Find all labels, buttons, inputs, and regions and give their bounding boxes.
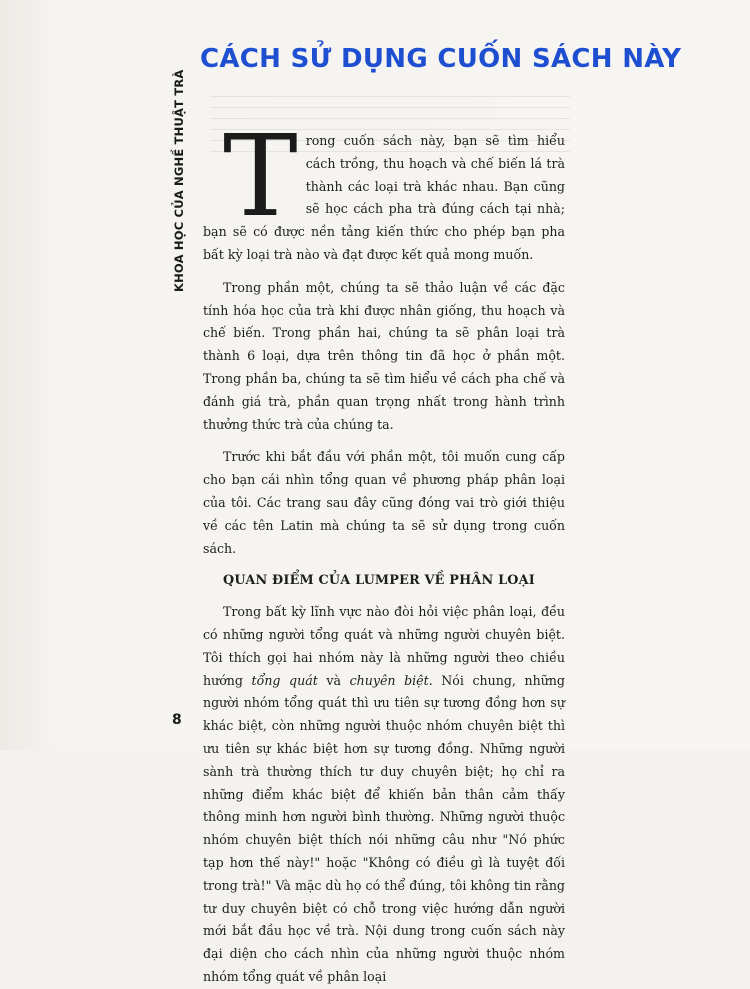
running-header: KHOA HỌC CỦA NGHỀ THUẬT TRÀ — [172, 69, 186, 292]
intro-paragraph-block — [203, 112, 565, 267]
paragraph-2: Trong phần một, chúng ta sẽ thảo luận về các đặc tính hóa học của trà khi được nhân giống, thu hoạch và chế biến. Trong phần hai, chúng ta sẽ phân loại trà thành 6 loại, dựa trên thông tin đã học ở phần một. Trong phần ba, chúng ta sẽ tìm hiểu về cách pha chế và đánh giá trà, phần quan trọng nhất trong hành trình thưởng thức trà của chúng ta. — [203, 279, 565, 432]
italic-term-general: tổng quát — [251, 672, 318, 688]
drop-cap: T — [223, 112, 298, 242]
paragraph-4-part-a: Trong bất kỳ lĩnh vực nào đòi hỏi việc phân loại, đều có những người tổng quát và những người chuyên biệt. Tôi thích gọi hai nhóm này là những người theo chiều hướng — [203, 604, 565, 688]
paragraph-3: Trước khi bắt đầu với phần một, tôi muốn cung cấp cho bạn cái nhìn tổng quan về phương pháp phân loại của tôi. Các trang sau đây cũng đóng vai trò giới thiệu về các tên Latin mà chúng ta sẽ sử dụng trong cuốn sách. — [203, 449, 565, 556]
paragraph-4-part-b: và — [317, 672, 350, 688]
body-text — [203, 112, 565, 989]
paragraph-1: rong cuốn sách này, bạn sẽ tìm hiểu cách trồng, thu hoạch và chế biến lá trà thành các loại trà khác nhau. Bạn cũng sẽ học cách pha trà đúng cách tại nhà; bạn sẽ có được nền tảng kiến thức cho phép bạn pha bất kỳ loại trà nào và đạt được kết quả mong muốn. — [203, 133, 565, 262]
section-heading: QUAN ĐIỂM CỦA LUMPER VỀ PHÂN LOẠI — [223, 573, 535, 589]
paragraph-4-part-c: . Nói chung, những người nhóm tổng quát thì ưu tiên sự tương đồng hơn sự khác biệt, còn những người thuộc nhóm chuyên biệt thì ưu tiên sự khác biệt hơn sự tương đồng. Những người sành trà thường thích tư duy chuyên biệt; họ chỉ ra những điểm khác biệt để khiến bản thân cảm thấy thông minh hơn người bình thường. Những người thuộc nhóm chuyên biệt thích nói những câu như "Nó phức tạp hơn thế này!" hoặc "Không có điều gì là tuyệt đối trong trà!" Và mặc dù họ có thể đúng, tôi không tin rằng tư duy chuyên biệt có chỗ trong việc hướng dẫn người mới bắt đầu học về trà. Nội dung trong cuốn sách này đại diện cho cách nhìn của những người thuộc nhóm nhóm tổng quát về phân loại — [203, 672, 565, 984]
page-number: 8 — [172, 712, 182, 728]
chapter-title: CÁCH SỬ DỤNG CUỐN SÁCH NÀY — [200, 44, 682, 74]
paragraph-4 — [203, 601, 565, 989]
italic-term-specialist: chuyên biệt — [349, 672, 429, 688]
